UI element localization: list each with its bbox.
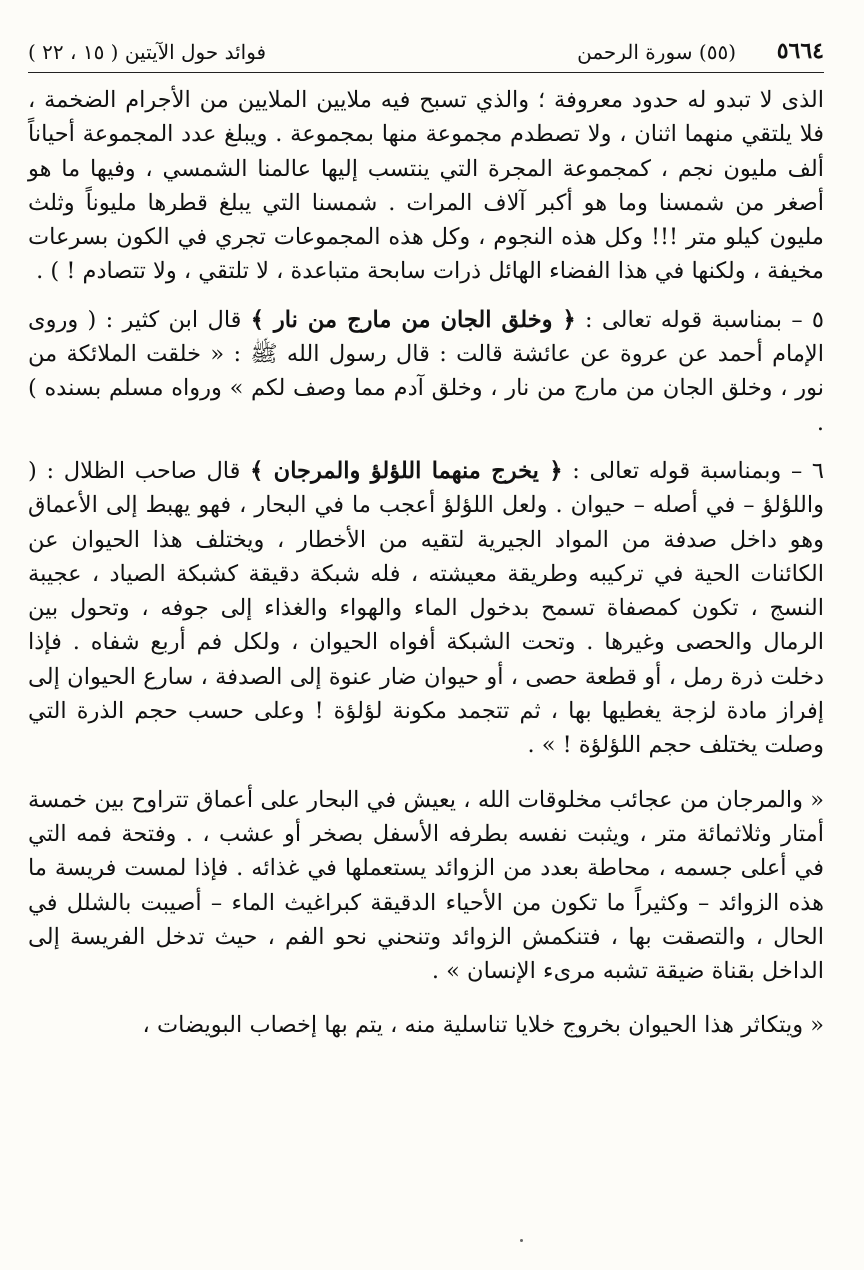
paragraph-text: قال صاحب الظلال : ( واللؤلؤ – في أصله – حيوان . ولعل اللؤلؤ أعجب ما في البحار ، فهو يهبط إلى الأعماق وهو داخل صدفة من المواد الجيرية لتقيه من الأخطار ، ويختلف هذا الحيوان عن الكائنات الحية في تركيبه وطريقة معيشته ، فله شبكة دقيقة كشبكة الصياد ، عجيبة النسج ، تكون كمصفاة تسمح بدخول الماء والهواء والغذاء إلى جوفه ، وتحول بين الرمال والحصى وغيرها . وتحت الشبكة أفواه الحيوان ، ولكل فم أربع شفاه . فإذا دخلت ذرة رمل ، أو قطعة حصى ، أو حيوان ضار عنوة إلى الصدفة ، سارع الحيوان إلى إفراز مادة لزجة يغطيها بها ، ثم تتجمد مكونة لؤلؤة ! وعلى حسب حجم الذرة التي وصلت يختلف حجم اللؤلؤة ! » . xyxy=(28,457,824,759)
surah-title: (٥٥) سورة الرحمن xyxy=(577,40,736,64)
paragraph-text: الذى لا تبدو له حدود معروفة ؛ والذي تسبح فيه ملايين الملايين من الأجرام الضخمة ، فلا يلتقي منهما اثنان ، ولا تصطدم مجموعة منها بمجموعة . ويبلغ عدد المجموعة أحياناً ألف مليون نجم ، كمجموعة المجرة التي ينتسب إليها عالمنا الشمسي ، وفيها ما هو أصغر من شمسنا وما هو أكبر آلاف المرات . شمسنا التي يبلغ قطرها مليوناً وثلث مليون كيلو متر !!! وكل هذه النجوم ، وكل هذه المجموعات تجري في الكون بسرعات مخيفة ، ولكنها في هذا الفضاء الهائل ذرات سابحة متباعدة ، لا تلتقي ، ولا تتصادم ! ) . xyxy=(28,87,824,285)
paragraph-intro: ٦ – وبمناسبة قوله تعالى : xyxy=(572,457,824,484)
paragraph-galaxies xyxy=(28,83,824,289)
book-page xyxy=(28,30,824,1250)
print-speck xyxy=(520,1239,523,1242)
quran-verse: ﴿ وخلق الجان من مارج من نار ﴾ xyxy=(250,306,576,333)
section-topic: فوائد حول الآيتين ( ١٥ ، ٢٢ ) xyxy=(28,40,267,64)
page-body xyxy=(28,83,824,1043)
paragraph-text: « ويتكاثر هذا الحيوان بخروج خلايا تناسلية منه ، يتم بها إخصاب البويضات ، xyxy=(142,1012,824,1039)
quran-verse: ﴿ يخرج منهما اللؤلؤ والمرجان ﴾ xyxy=(250,457,563,484)
paragraph-pearl xyxy=(28,454,824,763)
paragraph-text: « والمرجان من عجائب مخلوقات الله ، يعيش في البحار على أعماق تتراوح بين خمسة أمتار وثلاثمائة متر ، ويثبت نفسه بطرفه الأسفل بصخر أو عشب ، . وفتحة فمه التي في أعلى جسمه ، محاطة بعدد من الزوائد يستعملها في غذائه . فإذا لمست فريسة ما هذه الزوائد – وكثيراً ما تكون من الأحياء الدقيقة كبراغيث الماء – أصيبت بالشلل في الحال ، والتصقت بها ، فتنكمش الزوائد وتنحني نحو الفم ، حيث تدخل الفريسة إلى الداخل بقناة ضيقة تشبه مرىء الإنسان » . xyxy=(28,786,824,985)
paragraph-text: قال ابن كثير : ( وروى الإمام أحمد عن عروة عن عائشة قالت : قال رسول الله ﷺ : « خلقت الملائكة من نور ، وخلق الجان من مارج من نار ، وخلق آدم مما وصف لكم » ورواه مسلم بسنده ) . xyxy=(28,306,824,436)
paragraph-coral xyxy=(28,783,824,989)
running-header xyxy=(28,30,824,73)
paragraph-reproduction xyxy=(28,1008,824,1042)
paragraph-jinn xyxy=(28,303,824,440)
paragraph-intro: ٥ – بمناسبة قوله تعالى : xyxy=(585,306,824,333)
page-number: ٥٦٦٤ xyxy=(776,38,824,64)
